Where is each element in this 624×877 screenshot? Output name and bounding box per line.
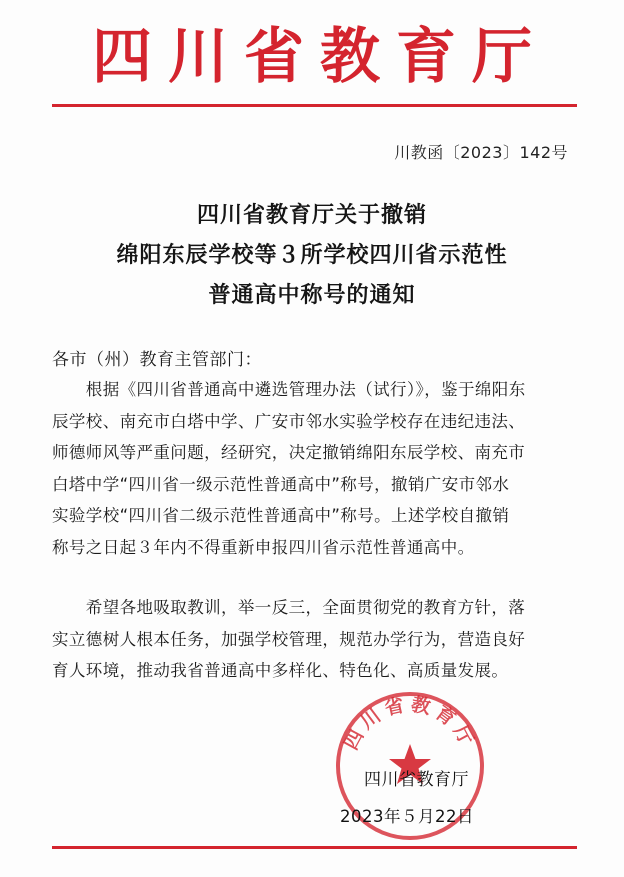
paragraph-line: 白塔中学“四川省一级示范性普通高中”称号，撤销广安市邻水 xyxy=(52,474,510,494)
paragraph-line: 实验学校“四川省二级示范性普通高中”称号。上述学校自撤销 xyxy=(52,506,510,525)
svg-text:四川省教育厅: 四川省教育厅 xyxy=(340,693,480,754)
signature-organization: 四川省教育厅 xyxy=(364,770,469,790)
body-paragraph-1 xyxy=(52,374,574,563)
paragraph-line: 辰学校、南充市白塔中学、广安市邻水实验学校存在违纪违法、 xyxy=(52,411,526,431)
paragraph-line: 称号之日起３年内不得重新申报四川省示范性普通高中。 xyxy=(52,537,475,557)
body-paragraph-2 xyxy=(52,592,574,687)
document-number: 川教函〔2023〕142号 xyxy=(394,143,568,162)
paragraph-line: 希望各地吸取教训，举一反三，全面贯彻党的教育方针，落 xyxy=(52,598,526,617)
header-red-rule xyxy=(52,104,577,107)
signature-date: 2023年５月22日 xyxy=(340,807,474,826)
paragraph-line: 根据《四川省普通高中遴选管理办法（试行）》，鉴于绵阳东 xyxy=(52,380,526,399)
issuer-header: 四川省教育厅 xyxy=(92,22,548,92)
paragraph-line: 育人环境，推动我省普通高中多样化、特色化、高质量发展。 xyxy=(52,661,509,680)
title-line: 四川省教育厅关于撤销 xyxy=(196,203,427,228)
title-line: 普通高中称号的通知 xyxy=(208,283,416,308)
paragraph-line: 师德师风等严重问题，经研究，决定撤销绵阳东辰学校、南充市 xyxy=(52,443,526,462)
footer-red-rule xyxy=(52,846,577,849)
title-line: 绵阳东辰学校等３所学校四川省示范性 xyxy=(116,243,508,268)
document-title xyxy=(0,196,624,316)
salutation: 各市（州）教育主管部门： xyxy=(52,350,262,370)
paragraph-line: 实立德树人根本任务，加强学校管理，规范办学行为，营造良好 xyxy=(52,629,526,649)
